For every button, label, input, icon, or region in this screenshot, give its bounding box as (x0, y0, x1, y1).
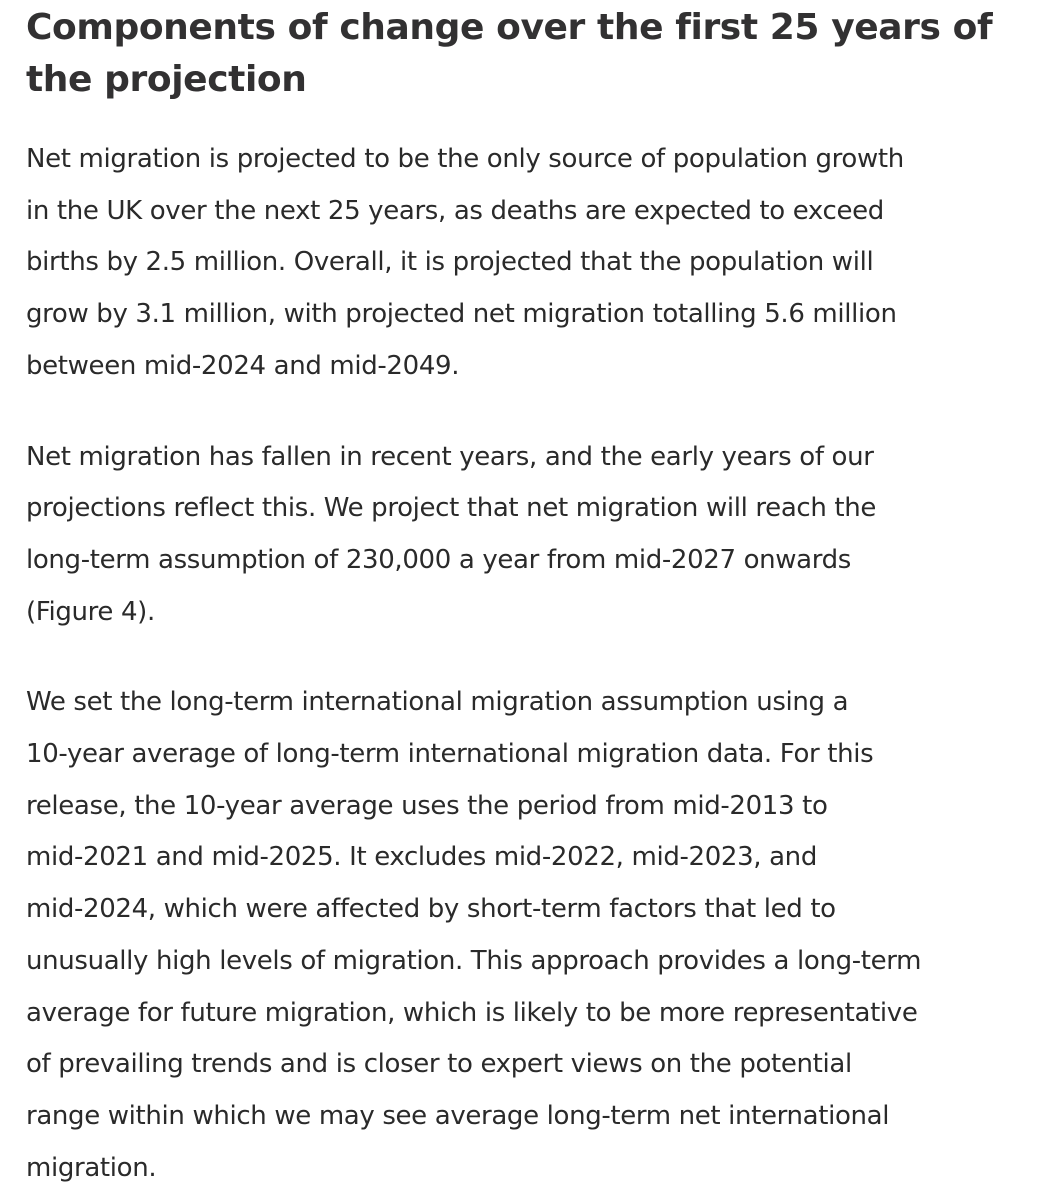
paragraph-line: range within which we may see average long-term net international (26, 1100, 890, 1131)
paragraph-line: births by 2.5 million. Overall, it is projected that the population will (26, 247, 874, 278)
paragraph-line: We set the long-term international migration assumption using a (26, 687, 849, 718)
paragraph-line: (Figure 4). (26, 596, 155, 627)
paragraph-line: average for future migration, which is likely to be more representative (26, 997, 918, 1028)
article-section (26, 0, 1036, 1194)
paragraph-line: migration. (26, 1152, 157, 1183)
section-heading: Components of change over the first 25 years of the projection (26, 7, 993, 100)
paragraph-line: in the UK over the next 25 years, as deaths are expected to exceed (26, 195, 884, 226)
paragraph-line: unusually high levels of migration. This approach provides a long-term (26, 945, 922, 976)
paragraph-line: mid-2024, which were affected by short-term factors that led to (26, 894, 836, 925)
paragraph-net-migration-growth (26, 134, 1036, 393)
paragraph-line: of prevailing trends and is closer to expert views on the potential (26, 1049, 852, 1080)
paragraph-line: between mid-2024 and mid-2049. (26, 350, 460, 381)
paragraph-line: 10-year average of long-term international migration data. For this (26, 739, 874, 770)
paragraph-line: mid-2021 and mid-2025. It excludes mid-2022, mid-2023, and (26, 842, 817, 873)
paragraph-net-migration-fallen (26, 432, 1036, 639)
paragraph-line: grow by 3.1 million, with projected net migration totalling 5.6 million (26, 299, 897, 330)
paragraph-line: long-term assumption of 230,000 a year from mid-2027 onwards (26, 544, 851, 575)
paragraph-line: release, the 10-year average uses the period from mid-2013 to (26, 790, 828, 821)
paragraph-line: Net migration is projected to be the only source of population growth (26, 144, 904, 174)
paragraph-migration-assumption (26, 677, 1036, 1194)
paragraph-line: Net migration has fallen in recent years, and the early years of our (26, 441, 874, 472)
paragraph-line: projections reflect this. We project that net migration will reach the (26, 493, 877, 524)
